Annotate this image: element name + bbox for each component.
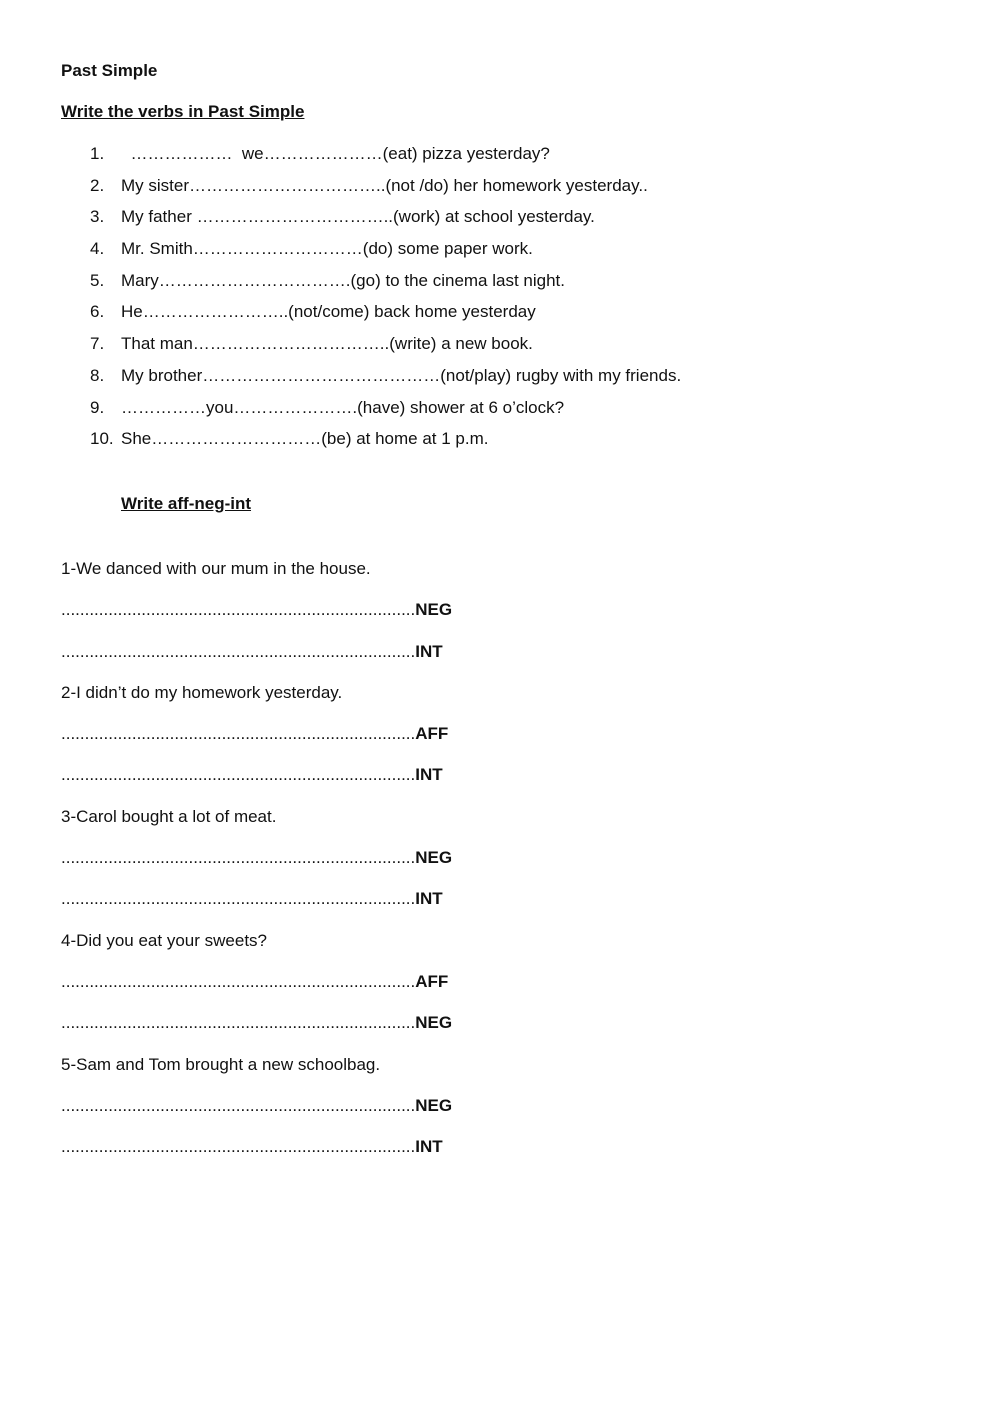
exercise-sentence: 1-We danced with our mum in the house. [61, 559, 371, 578]
item-number: 4. [90, 239, 105, 259]
item-number: 5. [90, 270, 105, 290]
answer-tag: NEG [415, 1095, 453, 1115]
answer-tag: NEG [415, 848, 453, 868]
list-item [90, 334, 681, 366]
answer-blank[interactable]: ........................................................................... [61, 848, 416, 868]
answer-blank[interactable]: ........................................................................... [61, 724, 416, 744]
item-number: 9. [90, 397, 105, 417]
exercise-sentence: 4-Did you eat your sweets? [61, 930, 267, 950]
answer-line [61, 765, 452, 806]
answer-tag: NEG [415, 1013, 453, 1033]
exercise-group [61, 807, 452, 931]
answer-line [61, 848, 452, 889]
answer-line [61, 1137, 452, 1178]
answer-line [61, 600, 452, 641]
verb-exercise-list [90, 144, 681, 461]
exercise-group [61, 683, 452, 807]
item-number: 8. [90, 365, 105, 385]
answer-tag: INT [415, 1137, 443, 1157]
item-text: That man……………………………..(write) a new book. [121, 334, 533, 354]
list-item [90, 176, 681, 208]
exercise-group [61, 1055, 452, 1179]
section1-heading: Write the verbs in Past Simple [61, 102, 305, 121]
list-item [90, 302, 681, 334]
answer-blank[interactable]: ........................................................................... [61, 1013, 416, 1033]
item-number: 7. [90, 334, 105, 354]
item-text: ……………you………………….(have) shower at 6 o’clock? [121, 397, 565, 417]
list-item [90, 207, 681, 239]
list-item [90, 144, 681, 176]
answer-line [61, 642, 452, 683]
page-title: Past Simple [61, 61, 158, 80]
exercise-group [61, 559, 452, 683]
answer-blank[interactable]: ........................................................................... [61, 1095, 416, 1115]
list-item [90, 239, 681, 271]
item-text: ……………… we…………………(eat) pizza yesterday? [121, 144, 550, 163]
item-text: Mr. Smith…………………………(do) some paper work. [121, 239, 533, 259]
section2-heading: Write aff-neg-int [121, 494, 252, 513]
item-text: My sister……………………………..(not /do) her homework yesterday.. [121, 175, 648, 195]
answer-line [61, 972, 452, 1013]
list-item [90, 429, 681, 461]
list-item [90, 271, 681, 303]
answer-blank[interactable]: ........................................................................... [61, 889, 416, 909]
item-text: Mary…………………………….(go) to the cinema last night. [121, 270, 566, 290]
answer-tag: INT [415, 641, 443, 661]
answer-tag: AFF [415, 724, 449, 744]
list-item [90, 398, 681, 430]
answer-tag: INT [415, 765, 443, 785]
exercise-sentence: 5-Sam and Tom brought a new schoolbag. [61, 1054, 381, 1074]
transform-exercise [61, 559, 452, 1178]
answer-blank[interactable]: ........................................................................... [61, 1137, 416, 1157]
item-number: 1. [90, 144, 105, 163]
item-text: My father ……………………………..(work) at school yesterday. [121, 207, 595, 227]
exercise-group [61, 931, 452, 1055]
item-number: 3. [90, 207, 105, 227]
item-text: My brother……………………………………(not/play) rugby with my friends. [121, 365, 682, 385]
item-number: 10. [90, 429, 114, 449]
list-item [90, 366, 681, 398]
item-text: He……………………..(not/come) back home yesterday [121, 302, 536, 322]
item-number: 2. [90, 175, 105, 195]
item-number: 6. [90, 302, 105, 322]
answer-tag: NEG [415, 600, 453, 620]
answer-line [61, 1013, 452, 1054]
answer-blank[interactable]: ........................................................................... [61, 600, 416, 620]
answer-line [61, 1096, 452, 1137]
answer-blank[interactable]: ........................................................................... [61, 765, 416, 785]
answer-tag: AFF [415, 971, 449, 991]
answer-blank[interactable]: ........................................................................... [61, 641, 416, 661]
answer-blank[interactable]: ........................................................................... [61, 971, 416, 991]
item-text: She…………………………(be) at home at 1 p.m. [121, 429, 489, 449]
answer-tag: INT [415, 889, 443, 909]
answer-line [61, 724, 452, 765]
exercise-sentence: 2-I didn’t do my homework yesterday. [61, 682, 343, 702]
answer-line [61, 889, 452, 930]
exercise-sentence: 3-Carol bought a lot of meat. [61, 806, 277, 826]
